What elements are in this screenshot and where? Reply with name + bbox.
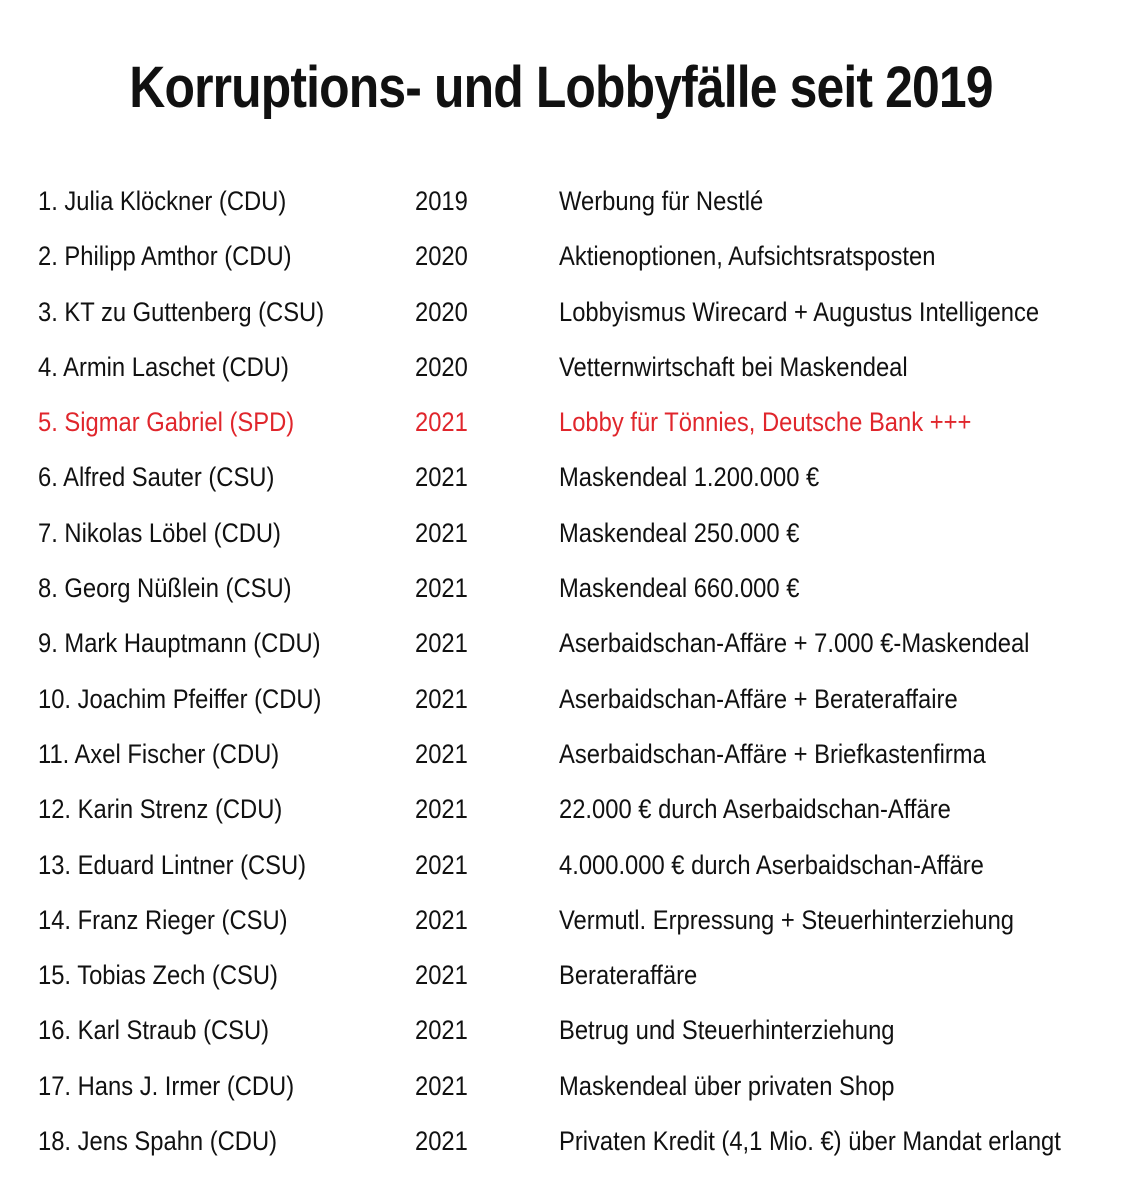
case-description: Lobby für Tönnies, Deutsche Bank +++ — [559, 407, 972, 438]
case-description: Aserbaidschan-Affäre + Briefkastenfirma — [559, 738, 986, 769]
case-description: Maskendeal 660.000 € — [559, 573, 800, 604]
cases-list — [38, 174, 1118, 1169]
list-item — [38, 782, 1118, 837]
case-description: 22.000 € durch Aserbaidschan-Affäre — [559, 794, 951, 825]
case-year: 2021 — [415, 407, 468, 438]
list-item — [38, 506, 1118, 561]
case-year: 2021 — [415, 1070, 468, 1101]
list-item — [38, 838, 1118, 893]
politician-name: 5. Sigmar Gabriel (SPD) — [38, 407, 295, 438]
politician-name: 16. Karl Straub (CSU) — [38, 1015, 270, 1046]
case-description: Maskendeal über privaten Shop — [559, 1070, 895, 1101]
list-item — [38, 893, 1118, 948]
list-item — [38, 1059, 1118, 1114]
case-year: 2020 — [415, 351, 468, 382]
case-year: 2021 — [415, 904, 468, 935]
list-item — [38, 1003, 1118, 1058]
case-year: 2021 — [415, 738, 468, 769]
case-year: 2021 — [415, 462, 468, 493]
list-item — [38, 727, 1118, 782]
case-year: 2021 — [415, 683, 468, 714]
politician-name: 3. KT zu Guttenberg (CSU) — [38, 296, 325, 327]
case-description: Vermutl. Erpressung + Steuerhinterziehung — [559, 904, 1015, 935]
politician-name: 11. Axel Fischer (CDU) — [38, 738, 280, 769]
case-description: Vetternwirtschaft bei Maskendeal — [559, 351, 908, 382]
case-year: 2021 — [415, 794, 468, 825]
politician-name: 10. Joachim Pfeiffer (CDU) — [38, 683, 322, 714]
case-description: Privaten Kredit (4,1 Mio. €) über Mandat erlangt — [559, 1126, 1061, 1157]
politician-name: 1. Julia Klöckner (CDU) — [38, 186, 287, 216]
politician-name: 18. Jens Spahn (CDU) — [38, 1126, 278, 1157]
politician-name: 17. Hans J. Irmer (CDU) — [38, 1070, 295, 1101]
case-description: Aserbaidschan-Affäre + 7.000 €-Maskendeal — [559, 628, 1030, 659]
list-item — [38, 340, 1118, 395]
case-year: 2021 — [415, 1015, 468, 1046]
case-year: 2021 — [415, 1126, 468, 1157]
case-description: Aserbaidschan-Affäre + Berateraffaire — [559, 683, 958, 714]
case-year: 2021 — [415, 849, 468, 880]
list-item — [38, 1114, 1118, 1169]
case-description: Maskendeal 250.000 € — [559, 517, 800, 548]
list-item — [38, 450, 1118, 505]
politician-name: 15. Tobias Zech (CSU) — [38, 960, 278, 991]
case-year: 2021 — [415, 628, 468, 659]
politician-name: 8. Georg Nüßlein (CSU) — [38, 573, 292, 604]
case-description: Lobbyismus Wirecard + Augustus Intelligence — [559, 296, 1040, 327]
list-item — [38, 561, 1118, 616]
case-description: Maskendeal 1.200.000 € — [559, 462, 820, 493]
case-year: 2020 — [415, 296, 468, 327]
list-item-highlighted — [38, 395, 1118, 450]
politician-name: 12. Karin Strenz (CDU) — [38, 794, 283, 825]
case-year: 2019 — [415, 186, 468, 216]
list-item — [38, 672, 1118, 727]
case-description: Betrug und Steuerhinterziehung — [559, 1015, 895, 1046]
case-description: Berateraffäre — [559, 960, 698, 991]
case-description: Aktienoptionen, Aufsichtsratsposten — [559, 241, 936, 272]
politician-name: 4. Armin Laschet (CDU) — [38, 351, 289, 382]
list-item — [38, 616, 1118, 671]
politician-name: 6. Alfred Sauter (CSU) — [38, 462, 275, 493]
list-item — [38, 285, 1118, 340]
case-year: 2021 — [415, 573, 468, 604]
politician-name: 9. Mark Hauptmann (CDU) — [38, 628, 321, 659]
case-description: Werbung für Nestlé — [559, 186, 764, 216]
case-year: 2021 — [415, 517, 468, 548]
politician-name: 13. Eduard Lintner (CSU) — [38, 849, 307, 880]
list-item — [38, 229, 1118, 284]
page-title: Korruptions- und Lobbyfälle seit 2019 — [129, 55, 993, 120]
politician-name: 14. Franz Rieger (CSU) — [38, 904, 288, 935]
case-year: 2020 — [415, 241, 468, 272]
politician-name: 2. Philipp Amthor (CDU) — [38, 241, 292, 272]
list-item — [38, 174, 1118, 229]
case-year: 2021 — [415, 960, 468, 991]
case-description: 4.000.000 € durch Aserbaidschan-Affäre — [559, 849, 984, 880]
list-item — [38, 948, 1118, 1003]
politician-name: 7. Nikolas Löbel (CDU) — [38, 517, 281, 548]
